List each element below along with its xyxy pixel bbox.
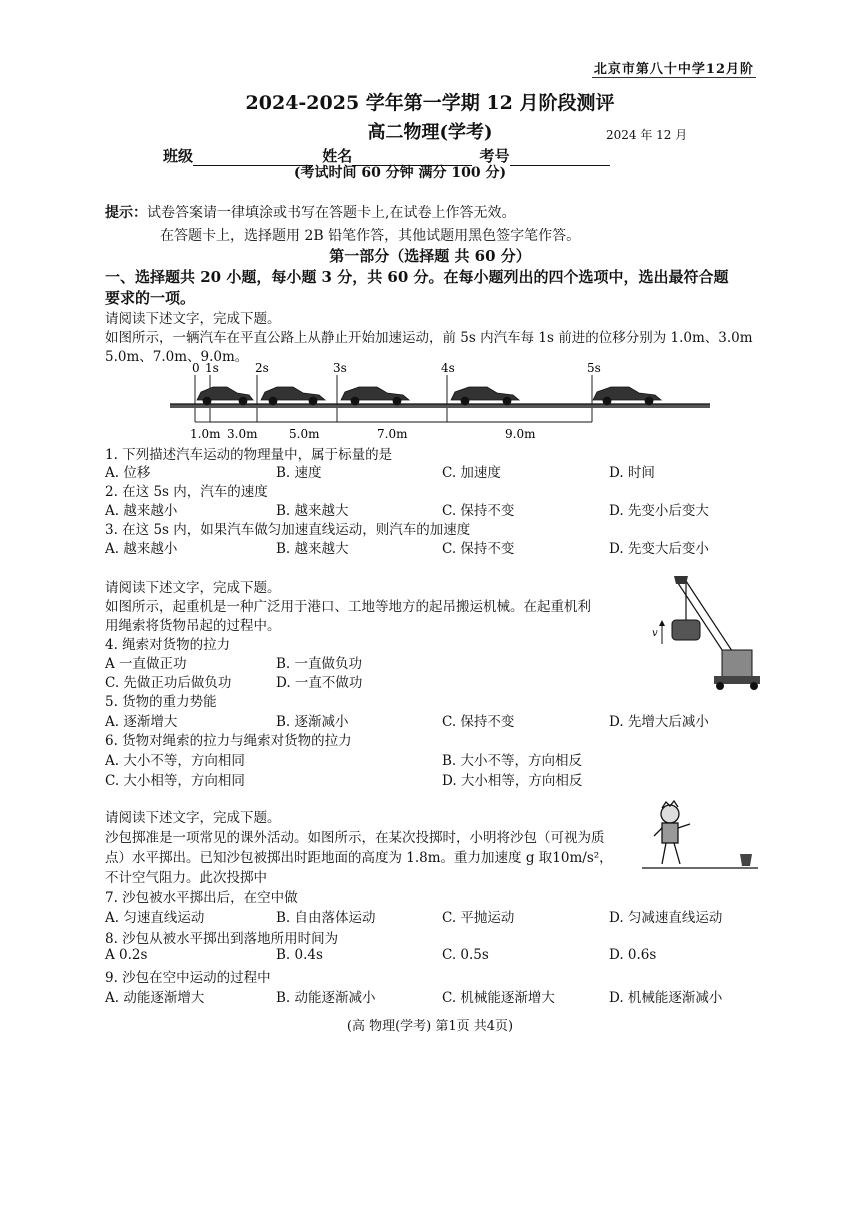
tip-line-2: 在答题卡上，选择题用 2B 铅笔作答，其他试题用黑色签字笔作答。 [160, 228, 581, 244]
exam-title: 2024-2025 学年第一学期 12 月阶段测评 [245, 92, 615, 114]
option-a[interactable]: A 0.2s [105, 947, 148, 963]
option-a[interactable]: A. 大小不等，方向相同 [105, 753, 245, 769]
option-c[interactable]: C. 平抛运动 [442, 910, 515, 926]
option-d[interactable]: D. 先变小后变大 [609, 503, 709, 519]
distance-label: 5.0m [289, 427, 320, 441]
group2-text-2: 用绳索将货物吊起的过程中。 [105, 618, 281, 634]
option-a[interactable]: A. 位移 [105, 465, 151, 481]
option-b[interactable]: B. 0.4s [276, 947, 323, 963]
distance-label: 1.0m [190, 427, 221, 441]
option-d[interactable]: D. 先增大后减小 [609, 714, 709, 730]
car-icon [261, 387, 325, 405]
class-label: 班级 [163, 147, 194, 165]
group1-text-2: 5.0m、7.0m、9.0m。 [105, 349, 249, 365]
option-c[interactable]: C. 加速度 [442, 465, 501, 481]
group2-intro: 请阅读下述文字，完成下题。 [105, 580, 281, 596]
option-b[interactable]: B. 越来越大 [276, 503, 349, 519]
option-b[interactable]: B. 逐渐减小 [276, 714, 349, 730]
section-instruction-1: 一、选择题共 20 小题，每小题 3 分，共 60 分。在每小题列出的四个选项中，选出最符合题 [105, 268, 729, 286]
question-stem: 7. 沙包被水平掷出后，在空中做 [105, 890, 298, 906]
question-stem: 5. 货物的重力势能 [105, 694, 217, 710]
time-label: 3s [333, 361, 347, 375]
tip-label: 提示： [105, 205, 147, 221]
group3-text-2: 点）水平掷出。已知沙包被掷出时距地面的高度为 1.8m。重力加速度 g 取10m/s²， [105, 850, 613, 866]
option-c[interactable]: C. 机械能逐渐增大 [442, 990, 555, 1006]
distance-label: 3.0m [227, 427, 258, 441]
school-stamp: 北京市第八十中学12月阶 [592, 58, 756, 78]
group2-text-1: 如图所示，起重机是一种广泛用于港口、工地等地方的起吊搬运机械。在起重机利 [105, 599, 591, 615]
time-label: 2s [255, 361, 269, 375]
tip-line-1: 提示：试卷答案请一律填涂或书写在答题卡上,在试卷上作答无效。 [105, 205, 516, 221]
exam-note: (考试时间 60 分钟 满分 100 分) [293, 165, 507, 181]
distance-label: 7.0m [377, 427, 408, 441]
road [170, 404, 710, 408]
option-c[interactable]: C. 保持不变 [442, 714, 515, 730]
option-d[interactable]: D. 匀减速直线运动 [609, 910, 723, 926]
car-icon [593, 387, 661, 405]
thrower-figure [640, 800, 760, 880]
part-title: 第一部分（选择题 共 60 分） [329, 247, 531, 265]
crane-hook-icon [674, 576, 688, 584]
question-stem: 8. 沙包从被水平掷出到落地所用时间为 [105, 931, 339, 947]
car-motion-figure [165, 360, 735, 442]
option-c[interactable]: C. 保持不变 [442, 541, 515, 557]
name-label: 姓名 [322, 147, 353, 165]
option-d[interactable]: D. 一直不做功 [276, 675, 363, 691]
option-c[interactable]: C. 大小相等，方向相同 [105, 773, 245, 789]
time-label: 4s [441, 361, 455, 375]
group1-intro: 请阅读下述文字，完成下题。 [105, 311, 281, 327]
option-c[interactable]: C. 保持不变 [442, 503, 515, 519]
option-b[interactable]: B. 自由落体运动 [276, 910, 376, 926]
option-d[interactable]: D. 时间 [609, 465, 655, 481]
option-a[interactable]: A. 逐渐增大 [105, 714, 178, 730]
car-icon [197, 387, 253, 405]
person-icon [654, 801, 690, 864]
car-icon [451, 387, 519, 405]
car-icon [341, 387, 409, 405]
question-stem: 3. 在这 5s 内，如果汽车做匀加速直线运动，则汽车的加速度 [105, 522, 471, 538]
option-d[interactable]: D. 机械能逐渐减小 [609, 990, 723, 1006]
cargo-icon [672, 620, 700, 640]
group3-text-3: 不计空气阻力。此次投掷中 [105, 870, 267, 886]
target-bucket-icon [740, 854, 752, 866]
crane-figure [652, 572, 760, 692]
id-label: 考号 [479, 147, 510, 165]
option-b[interactable]: B. 动能逐渐减小 [276, 990, 376, 1006]
option-d[interactable]: D. 0.6s [609, 947, 657, 963]
option-c[interactable]: C. 先做正功后做负功 [105, 675, 232, 691]
crane-body-icon [722, 650, 752, 680]
option-d[interactable]: D. 大小相等，方向相反 [442, 773, 583, 789]
option-a[interactable]: A. 越来越小 [105, 503, 178, 519]
group3-text-1: 沙包掷准是一项常见的课外活动。如图所示，在某次投掷时，小明将沙包（可视为质 [105, 830, 605, 846]
option-a[interactable]: A 一直做正功 [105, 656, 187, 672]
section-instruction-2: 要求的一项。 [105, 289, 196, 307]
time-label: 0 [192, 361, 200, 375]
option-b[interactable]: B. 大小不等，方向相反 [442, 753, 583, 769]
page-footer: (高 物理(学考) 第1页 共4页) [346, 1019, 514, 1034]
group1-text-1: 如图所示，一辆汽车在平直公路上从静止开始加速运动，前 5s 内汽车每 1s 前进的位移分别为 1.0m、3.0m [105, 330, 753, 346]
option-b[interactable]: B. 一直做负功 [276, 656, 363, 672]
option-a[interactable]: A. 动能逐渐增大 [105, 990, 205, 1006]
option-d[interactable]: D. 先变大后变小 [609, 541, 709, 557]
question-stem: 6. 货物对绳索的拉力与绳索对货物的拉力 [105, 733, 352, 749]
velocity-label: v [652, 628, 658, 639]
exam-date: 2024 年 12 月 [606, 128, 688, 142]
option-c[interactable]: C. 0.5s [442, 947, 489, 963]
option-a[interactable]: A. 越来越小 [105, 541, 178, 557]
question-stem: 2. 在这 5s 内，汽车的速度 [105, 484, 268, 500]
group3-intro: 请阅读下述文字，完成下题。 [105, 810, 281, 826]
option-b[interactable]: B. 速度 [276, 465, 322, 481]
option-a[interactable]: A. 匀速直线运动 [105, 910, 205, 926]
question-stem: 1. 下列描述汽车运动的物理量中，属于标量的是 [105, 447, 393, 463]
time-label: 1s [205, 361, 219, 375]
question-stem: 9. 沙包在空中运动的过程中 [105, 970, 271, 986]
time-label: 5s [587, 361, 601, 375]
option-b[interactable]: B. 越来越大 [276, 541, 349, 557]
distance-label: 9.0m [505, 427, 536, 441]
exam-subtitle: 高二物理(学考) [367, 122, 493, 143]
question-stem: 4. 绳索对货物的拉力 [105, 637, 231, 653]
